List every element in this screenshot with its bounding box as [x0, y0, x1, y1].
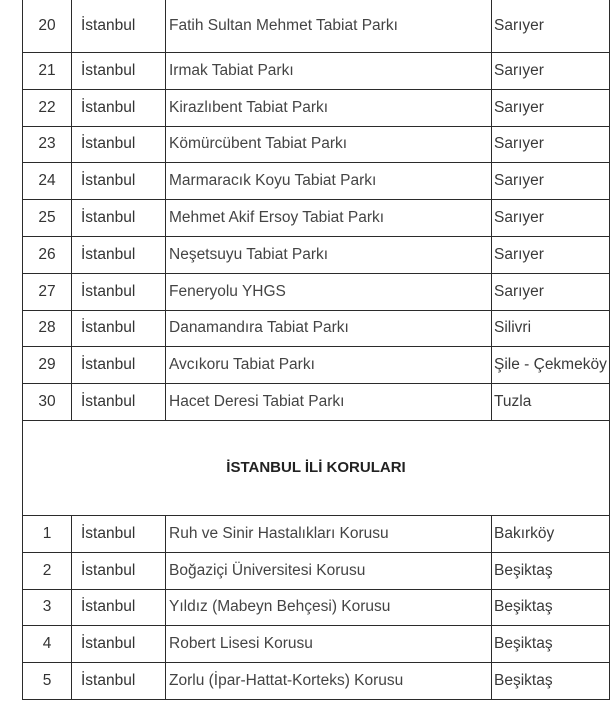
row-number: 4 — [23, 626, 72, 663]
table-row — [23, 626, 610, 663]
row-city: İstanbul — [72, 89, 166, 126]
row-district: Sarıyer — [492, 200, 610, 237]
row-name: Avcıkoru Tabiat Parkı — [166, 347, 492, 384]
row-number: 30 — [23, 384, 72, 421]
row-number: 3 — [23, 589, 72, 626]
row-number: 20 — [23, 0, 72, 53]
row-city: İstanbul — [72, 273, 166, 310]
row-district: Silivri — [492, 310, 610, 347]
row-number: 27 — [23, 273, 72, 310]
row-name: Mehmet Akif Ersoy Tabiat Parkı — [166, 200, 492, 237]
row-district: Sarıyer — [492, 236, 610, 273]
section-title: İSTANBUL İLİ KORULARI — [23, 420, 610, 515]
row-city: İstanbul — [72, 626, 166, 663]
table-row — [23, 163, 610, 200]
row-district: Sarıyer — [492, 53, 610, 90]
row-district: Sarıyer — [492, 126, 610, 163]
row-name: Fatih Sultan Mehmet Tabiat Parkı — [166, 0, 492, 53]
row-name: Hacet Deresi Tabiat Parkı — [166, 384, 492, 421]
row-district: Beşiktaş — [492, 626, 610, 663]
row-name: Feneryolu YHGS — [166, 273, 492, 310]
table-row — [23, 552, 610, 589]
table-row — [23, 200, 610, 237]
row-number: 25 — [23, 200, 72, 237]
table-row — [23, 53, 610, 90]
row-name: Marmaracık Koyu Tabiat Parkı — [166, 163, 492, 200]
table-row — [23, 589, 610, 626]
row-city: İstanbul — [72, 347, 166, 384]
table-row — [23, 310, 610, 347]
protected-areas-table — [22, 0, 610, 700]
row-city: İstanbul — [72, 515, 166, 552]
row-district: Beşiktaş — [492, 663, 610, 700]
table-row — [23, 236, 610, 273]
row-district: Sarıyer — [492, 163, 610, 200]
row-district: Şile - Çekmeköy — [492, 347, 610, 384]
row-number: 5 — [23, 663, 72, 700]
row-name: Boğaziçi Üniversitesi Korusu — [166, 552, 492, 589]
row-name: Neşetsuyu Tabiat Parkı — [166, 236, 492, 273]
row-city: İstanbul — [72, 663, 166, 700]
row-city: İstanbul — [72, 200, 166, 237]
row-number: 23 — [23, 126, 72, 163]
row-district: Bakırköy — [492, 515, 610, 552]
row-number: 29 — [23, 347, 72, 384]
row-name: Yıldız (Mabeyn Behçesi) Korusu — [166, 589, 492, 626]
row-number: 21 — [23, 53, 72, 90]
row-district: Tuzla — [492, 384, 610, 421]
table-row — [23, 0, 610, 53]
section-header-row — [23, 420, 610, 515]
row-number: 2 — [23, 552, 72, 589]
table-row — [23, 515, 610, 552]
row-number: 24 — [23, 163, 72, 200]
row-number: 1 — [23, 515, 72, 552]
row-city: İstanbul — [72, 589, 166, 626]
row-name: Danamandıra Tabiat Parkı — [166, 310, 492, 347]
table-row — [23, 347, 610, 384]
row-city: İstanbul — [72, 384, 166, 421]
row-city: İstanbul — [72, 163, 166, 200]
row-district: Beşiktaş — [492, 552, 610, 589]
row-name: Zorlu (İpar-Hattat-Korteks) Korusu — [166, 663, 492, 700]
row-city: İstanbul — [72, 236, 166, 273]
row-name: Robert Lisesi Korusu — [166, 626, 492, 663]
row-city: İstanbul — [72, 0, 166, 53]
row-number: 22 — [23, 89, 72, 126]
row-name: Kirazlıbent Tabiat Parkı — [166, 89, 492, 126]
row-district: Beşiktaş — [492, 589, 610, 626]
row-number: 26 — [23, 236, 72, 273]
table-row — [23, 126, 610, 163]
table-row — [23, 663, 610, 700]
row-city: İstanbul — [72, 53, 166, 90]
row-city: İstanbul — [72, 310, 166, 347]
table-row — [23, 384, 610, 421]
row-district: Sarıyer — [492, 0, 610, 53]
row-city: İstanbul — [72, 126, 166, 163]
row-name: Ruh ve Sinir Hastalıkları Korusu — [166, 515, 492, 552]
table-row — [23, 273, 610, 310]
row-district: Sarıyer — [492, 273, 610, 310]
table-row — [23, 89, 610, 126]
row-name: Irmak Tabiat Parkı — [166, 53, 492, 90]
row-number: 28 — [23, 310, 72, 347]
row-city: İstanbul — [72, 552, 166, 589]
row-name: Kömürcübent Tabiat Parkı — [166, 126, 492, 163]
row-district: Sarıyer — [492, 89, 610, 126]
